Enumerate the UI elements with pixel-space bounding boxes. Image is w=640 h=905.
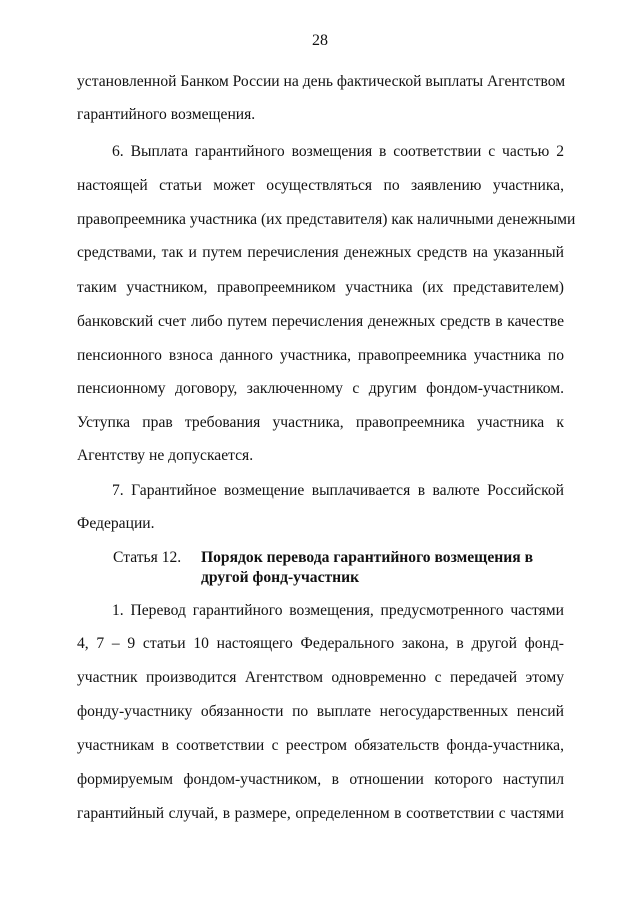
article-12-paragraph-1-line: гарантийный случай, в размере, определенном в соответствии с частями [77,805,564,822]
paragraph-6-line: пенсионному договору, заключенному с другим фондом-участником. [77,380,564,397]
paragraph-6-line: настоящей статьи может осуществляться по заявлению участника, [77,177,564,194]
paragraph-6-line: правопреемника участника (их представителя) как наличными денежными [77,211,576,228]
article-title-line: Порядок перевода гарантийного возмещения в [201,549,533,566]
paragraph-6-line: Агентству не допускается. [77,447,254,464]
paragraph-6-line: банковский счет либо путем перечисления денежных средств в качестве [77,313,564,330]
article-12-paragraph-1-line: 1. Перевод гарантийного возмещения, предусмотренного частями [112,602,564,619]
paragraph-6-line: 6. Выплата гарантийного возмещения в соответствии с частью 2 [112,143,564,160]
text-line: гарантийного возмещения. [77,106,256,123]
article-label: Статья 12. [113,549,182,566]
paragraph-6-line: таким участником, правопреемником участника (их представителем) [77,279,564,296]
paragraph-6-line: Уступка прав требования участника, правопреемника участника к [77,414,564,431]
article-title-line: другой фонд-участник [201,569,360,586]
article-12-paragraph-1-line: участник производится Агентством одновременно с передачей этому [77,669,564,686]
article-12-paragraph-1-line: участникам в соответствии с реестром обязательств фонда-участника, [77,737,564,754]
article-title [201,548,561,588]
article-12-paragraph-1-line: фонду-участнику обязанности по выплате негосударственных пенсий [77,703,564,720]
paragraph-6-line: пенсионного взноса данного участника, правопреемника участника по [77,347,564,364]
paragraph-7-line: 7. Гарантийное возмещение выплачивается в валюте Российской [112,482,564,499]
paragraph-6-line: средствами, так и путем перечисления денежных средств на указанный [77,244,564,261]
article-12-paragraph-1-line: формируемым фондом-участником, в отношении которого наступил [77,771,564,788]
page-number: 28 [312,32,328,49]
text-line: установленной Банком России на день фактической выплаты Агентством [77,73,566,90]
article-12-paragraph-1-line: 4, 7 – 9 статьи 10 настоящего Федерального закона, в другой фонд- [77,635,564,652]
paragraph-7-line: Федерации. [77,515,155,532]
